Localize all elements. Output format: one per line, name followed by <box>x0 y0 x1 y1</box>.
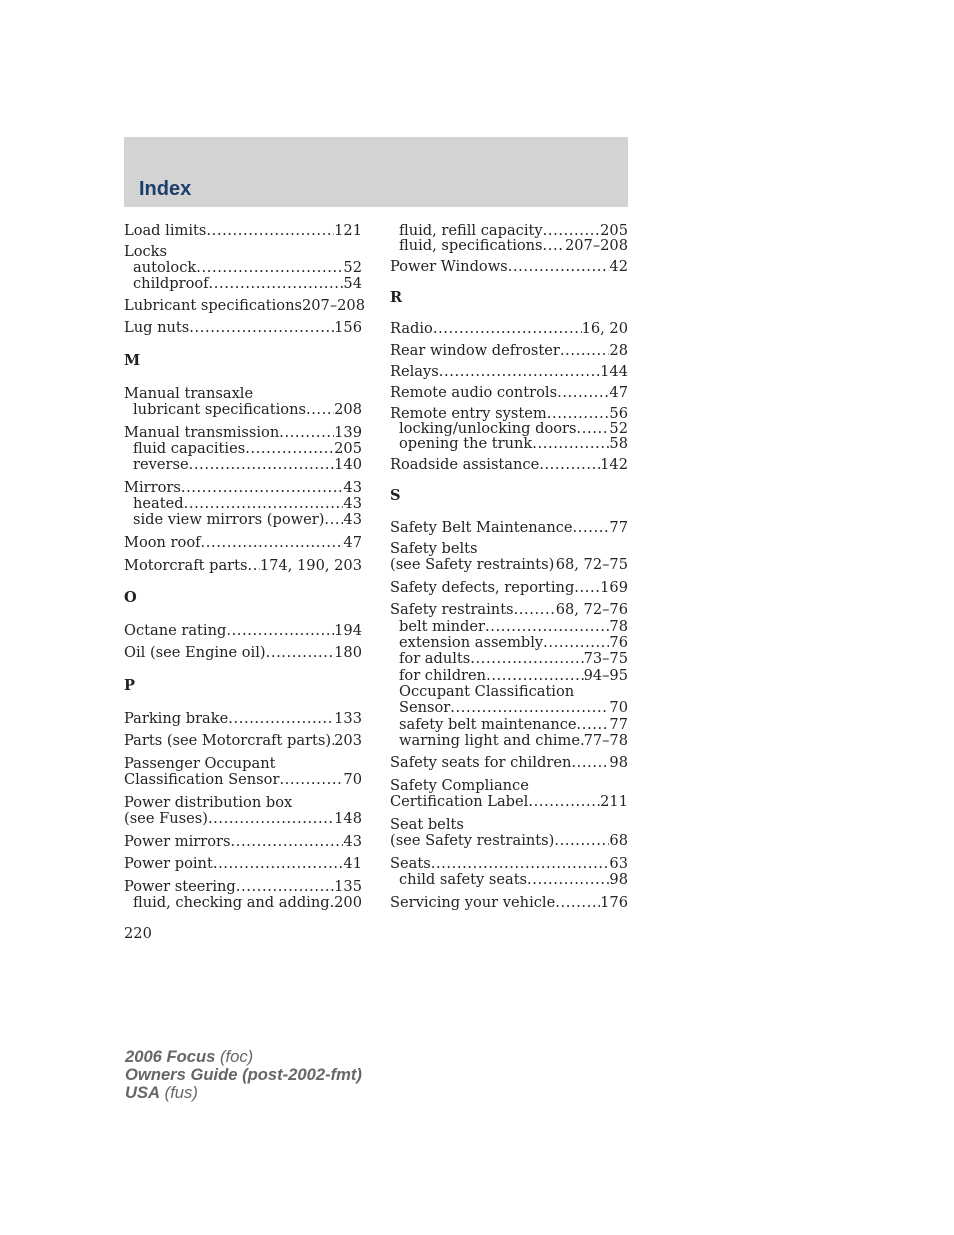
index-subentry: side view mirrors (power) ..... 43 <box>124 511 362 528</box>
page-title: Index <box>139 178 192 200</box>
index-entry: Roadside assistance ..... 142 <box>390 456 628 473</box>
index-subentry: for adults ..... 73–75 <box>390 650 628 667</box>
index-entry: Passenger Occupant <box>124 755 276 772</box>
footer-market-code: (fus) <box>164 1083 198 1102</box>
index-entry: Remote audio controls ..... 47 <box>390 384 628 401</box>
index-subentry: reverse ..... 140 <box>124 456 362 473</box>
index-entry: (see Safety restraints) ..... 68 <box>390 832 628 849</box>
index-entry: Safety belts <box>390 540 478 557</box>
section-letter: M <box>124 352 141 369</box>
section-letter: O <box>124 589 137 606</box>
index-subentry: fluid, specifications ..... 207–208 <box>390 237 628 254</box>
index-entry: Seat belts <box>390 816 464 833</box>
index-entry: Parts (see Motorcraft parts) ..... 203 <box>124 732 362 749</box>
index-subentry: childproof ..... 54 <box>124 275 362 292</box>
index-entry: Relays ..... 144 <box>390 363 628 380</box>
index-entry: Radio ..... 16, 20 <box>390 320 628 337</box>
index-entry: Power point ..... 41 <box>124 855 362 872</box>
index-subentry: Occupant Classification <box>399 683 575 700</box>
index-entry: Power distribution box <box>124 794 293 811</box>
index-entry: Manual transmission ..... 139 <box>124 424 362 441</box>
section-letter: R <box>390 289 403 306</box>
index-entry: Safety defects, reporting ..... 169 <box>390 579 628 596</box>
index-entry: (see Safety restraints) ..... 68, 72–75 <box>390 556 628 573</box>
index-entry: Parking brake ..... 133 <box>124 710 362 727</box>
index-subentry: for children ..... 94–95 <box>390 667 628 684</box>
index-entry: Lubricant specifications 207–208 <box>124 297 365 314</box>
footer-model-code: (foc) <box>220 1047 254 1066</box>
index-entry: Mirrors ..... 43 <box>124 479 362 496</box>
section-letter: S <box>390 487 401 504</box>
index-entry: Remote entry system ..... 56 <box>390 405 628 422</box>
index-subentry: child safety seats ..... 98 <box>390 871 628 888</box>
footer-guide: Owners Guide (post-2002-fmt) <box>125 1065 362 1084</box>
footer-market: USA <box>125 1083 161 1102</box>
index-entry: Safety restraints ..... 68, 72–76 <box>390 601 628 618</box>
index-subentry: lubricant specifications ..... 208 <box>124 401 362 418</box>
index-entry: (see Fuses) ..... 148 <box>124 810 362 827</box>
index-entry: Power steering ..... 135 <box>124 878 362 895</box>
index-entry: Seats ..... 63 <box>390 855 628 872</box>
index-subentry: opening the trunk ..... 58 <box>390 435 628 452</box>
index-subentry: safety belt maintenance ..... 77 <box>390 716 628 733</box>
index-entry: Manual transaxle <box>124 385 254 402</box>
index-subentry: fluid, refill capacity ..... 205 <box>390 222 628 239</box>
index-entry: Safety Compliance <box>390 777 529 794</box>
index-entry: Motorcraft parts ..... 174, 190, 203 <box>124 557 362 574</box>
page-number: 220 <box>124 925 152 942</box>
footer-model: 2006 Focus <box>125 1047 216 1066</box>
index-entry: Lug nuts ..... 156 <box>124 319 362 336</box>
index-entry: Load limits ..... 121 <box>124 222 362 239</box>
index-entry: Rear window defroster ..... 28 <box>390 342 628 359</box>
index-entry: Power mirrors ..... 43 <box>124 833 362 850</box>
index-entry: Moon roof ..... 47 <box>124 534 362 551</box>
section-header-band <box>124 137 628 207</box>
index-entry: Safety seats for children ..... 98 <box>390 754 628 771</box>
index-entry: Servicing your vehicle ..... 176 <box>390 894 628 911</box>
index-subentry: warning light and chime ..... 77–78 <box>390 732 628 749</box>
index-subentry: extension assembly ..... 76 <box>390 634 628 651</box>
document-footer <box>125 1048 362 1102</box>
index-entry: Certification Label ..... 211 <box>390 793 628 810</box>
index-subentry: fluid capacities ..... 205 <box>124 440 362 457</box>
index-subentry: heated ..... 43 <box>124 495 362 512</box>
section-letter: P <box>124 677 135 694</box>
index-entry: Oil (see Engine oil) ..... 180 <box>124 644 362 661</box>
index-subentry: locking/unlocking doors ..... 52 <box>390 420 628 437</box>
index-subentry: fluid, checking and adding ..... 200 <box>124 894 362 911</box>
index-subentry: Sensor ..... 70 <box>390 699 628 716</box>
index-entry: Octane rating ..... 194 <box>124 622 362 639</box>
index-subentry: belt minder ..... 78 <box>390 618 628 635</box>
index-entry: Power Windows ..... 42 <box>390 258 628 275</box>
index-entry: Classification Sensor ..... 70 <box>124 771 362 788</box>
index-subentry: autolock ..... 52 <box>124 259 362 276</box>
index-entry: Safety Belt Maintenance ..... 77 <box>390 519 628 536</box>
index-entry: Locks <box>124 243 167 260</box>
